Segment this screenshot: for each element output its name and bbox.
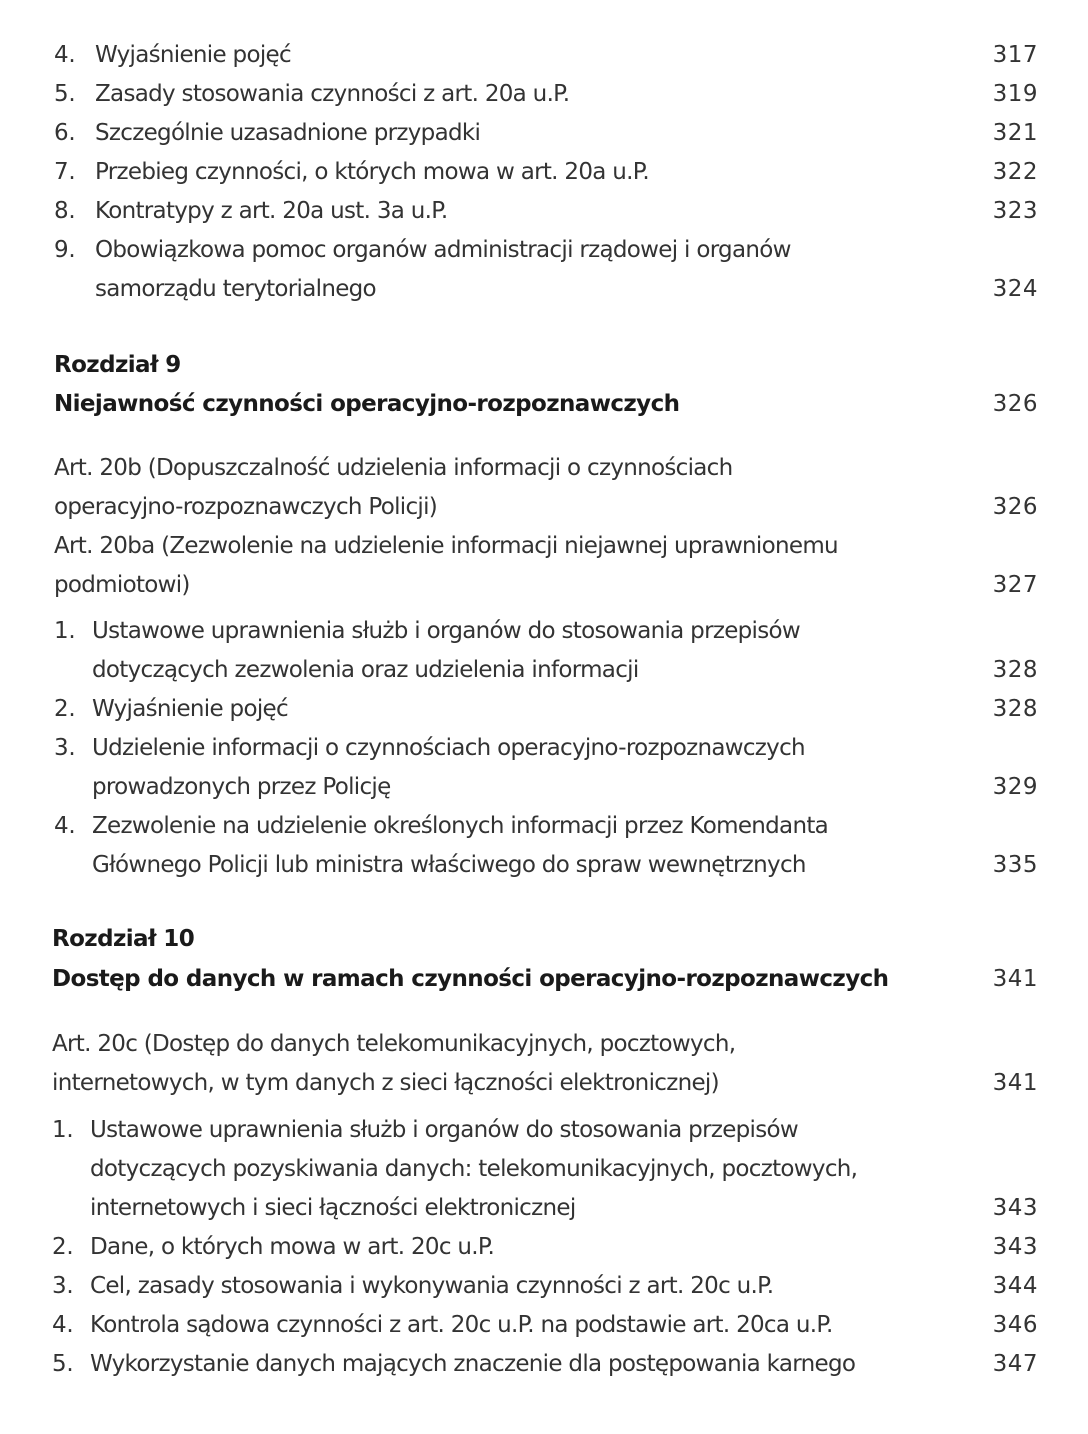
entry-title: Wyjaśnienie pojęć xyxy=(92,696,288,722)
entry-number: 2. xyxy=(54,696,76,722)
entry-number: 6. xyxy=(54,120,76,146)
entry-page: 328 xyxy=(992,657,1038,683)
toc-article-continuation xyxy=(0,494,1088,532)
toc-entry-continuation xyxy=(0,657,1088,695)
toc-entry xyxy=(0,198,1088,236)
entry-number: 3. xyxy=(54,735,76,761)
toc-entry-continuation xyxy=(0,774,1088,812)
entry-title: Kontrola sądowa czynności z art. 20c u.P. na podstawie art. 20ca u.P. xyxy=(90,1312,833,1338)
entry-title: Szczególnie uzasadnione przypadki xyxy=(95,120,481,146)
entry-title: Przebieg czynności, o których mowa w art. 20a u.P. xyxy=(95,159,649,185)
entry-page: 346 xyxy=(992,1312,1038,1338)
toc-entry xyxy=(0,1351,1088,1389)
article-title: operacyjno-rozpoznawczych Policji) xyxy=(54,494,438,520)
toc-entry xyxy=(0,120,1088,158)
article-title: Art. 20c (Dostęp do danych telekomunikacyjnych, pocztowych, xyxy=(52,1031,736,1057)
toc-entry xyxy=(0,696,1088,734)
entry-title: internetowych i sieci łączności elektronicznej xyxy=(90,1195,576,1221)
entry-page: 335 xyxy=(992,852,1038,878)
toc-article-continuation xyxy=(0,572,1088,610)
toc-article xyxy=(0,1031,1088,1069)
article-page: 326 xyxy=(992,494,1038,520)
toc-entry-continuation xyxy=(0,1195,1088,1233)
entry-number: 5. xyxy=(52,1351,74,1377)
entry-number: 4. xyxy=(52,1312,74,1338)
entry-title: Kontratypy z art. 20a ust. 3a u.P. xyxy=(95,198,448,224)
entry-title: Obowiązkowa pomoc organów administracji rządowej i organów xyxy=(95,237,791,263)
toc-entry xyxy=(0,159,1088,197)
entry-number: 8. xyxy=(54,198,76,224)
chapter-heading xyxy=(0,391,1088,429)
article-title: Art. 20b (Dopuszczalność udzielenia informacji o czynnościach xyxy=(54,455,733,481)
entry-page: 322 xyxy=(992,159,1038,185)
article-page: 341 xyxy=(992,1070,1038,1096)
entry-number: 7. xyxy=(54,159,76,185)
toc-entry xyxy=(0,813,1088,851)
toc-entry-continuation xyxy=(0,852,1088,890)
chapter-heading xyxy=(0,966,1088,1004)
toc-article xyxy=(0,533,1088,571)
entry-number: 3. xyxy=(52,1273,74,1299)
toc-article xyxy=(0,455,1088,493)
entry-number: 4. xyxy=(54,42,76,68)
chapter-label xyxy=(0,926,1088,964)
entry-page: 328 xyxy=(992,696,1038,722)
entry-title: Głównego Policji lub ministra właściwego do spraw wewnętrznych xyxy=(92,852,806,878)
chapter-page: 326 xyxy=(992,391,1038,417)
entry-title: Cel, zasady stosowania i wykonywania czynności z art. 20c u.P. xyxy=(90,1273,774,1299)
entry-title: samorządu terytorialnego xyxy=(95,276,376,302)
entry-number: 1. xyxy=(54,618,76,644)
entry-title: Zasady stosowania czynności z art. 20a u.P. xyxy=(95,81,570,107)
toc-entry xyxy=(0,618,1088,656)
toc-entry-continuation xyxy=(0,1156,1088,1194)
chapter-label xyxy=(0,352,1088,390)
entry-page: 319 xyxy=(992,81,1038,107)
entry-title: Dane, o których mowa w art. 20c u.P. xyxy=(90,1234,495,1260)
chapter-9-label: Rozdział 9 xyxy=(54,352,181,378)
entry-title: Ustawowe uprawnienia służb i organów do stosowania przepisów xyxy=(90,1117,799,1143)
entry-title: dotyczących zezwolenia oraz udzielenia informacji xyxy=(92,657,639,683)
toc-entry xyxy=(0,1234,1088,1272)
entry-page: 317 xyxy=(992,42,1038,68)
entry-title: Wyjaśnienie pojęć xyxy=(95,42,291,68)
entry-title: Wykorzystanie danych mających znaczenie dla postępowania karnego xyxy=(90,1351,856,1377)
toc-entry xyxy=(0,42,1088,80)
chapter-page: 341 xyxy=(992,966,1038,992)
entry-page: 321 xyxy=(992,120,1038,146)
entry-number: 9. xyxy=(54,237,76,263)
toc-article-continuation xyxy=(0,1070,1088,1108)
toc-entry xyxy=(0,735,1088,773)
article-title: internetowych, w tym danych z sieci łączności elektronicznej) xyxy=(52,1070,719,1096)
toc-entry xyxy=(0,237,1088,275)
chapter-10-label: Rozdział 10 xyxy=(52,926,195,952)
entry-number: 5. xyxy=(54,81,76,107)
entry-page: 324 xyxy=(992,276,1038,302)
toc-entry-continuation xyxy=(0,276,1088,314)
toc-entry xyxy=(0,1117,1088,1155)
article-page: 327 xyxy=(992,572,1038,598)
entry-page: 343 xyxy=(992,1234,1038,1260)
entry-page: 344 xyxy=(992,1273,1038,1299)
toc-entry xyxy=(0,1273,1088,1311)
entry-title: Zezwolenie na udzielenie określonych informacji przez Komendanta xyxy=(92,813,829,839)
article-title: Art. 20ba (Zezwolenie na udzielenie informacji niejawnej uprawnionemu xyxy=(54,533,838,559)
chapter-9-title: Niejawność czynności operacyjno-rozpoznawczych xyxy=(54,391,680,417)
toc-entry xyxy=(0,1312,1088,1350)
entry-page: 323 xyxy=(992,198,1038,224)
article-title: podmiotowi) xyxy=(54,572,190,598)
toc-entry xyxy=(0,81,1088,119)
entry-page: 329 xyxy=(992,774,1038,800)
entry-title: prowadzonych przez Policję xyxy=(92,774,391,800)
entry-number: 4. xyxy=(54,813,76,839)
entry-title: Ustawowe uprawnienia służb i organów do stosowania przepisów xyxy=(92,618,801,644)
entry-page: 343 xyxy=(992,1195,1038,1221)
entry-number: 2. xyxy=(52,1234,74,1260)
chapter-10-title: Dostęp do danych w ramach czynności operacyjno-rozpoznawczych xyxy=(52,966,889,992)
entry-title: Udzielenie informacji o czynnościach operacyjno-rozpoznawczych xyxy=(92,735,805,761)
entry-title: dotyczących pozyskiwania danych: telekomunikacyjnych, pocztowych, xyxy=(90,1156,858,1182)
entry-page: 347 xyxy=(992,1351,1038,1377)
entry-number: 1. xyxy=(52,1117,74,1143)
